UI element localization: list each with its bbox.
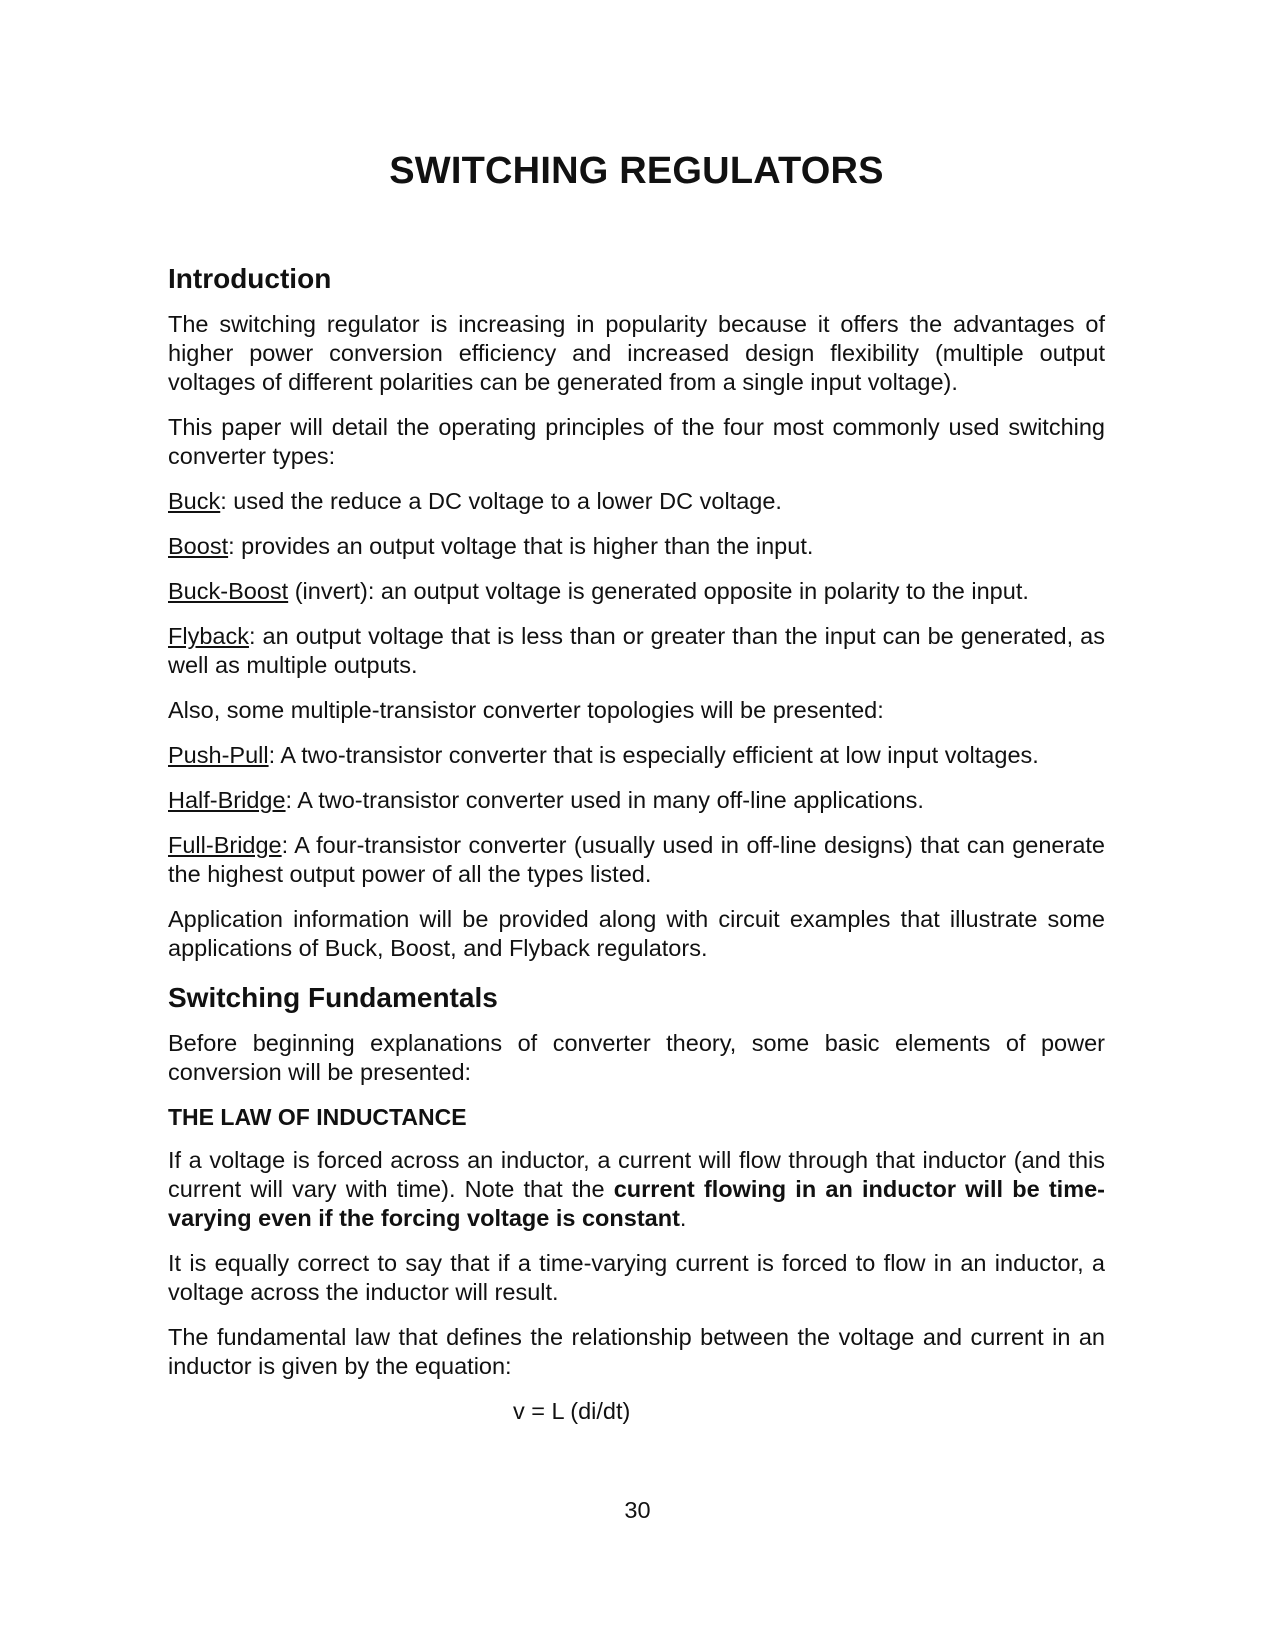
emphasis-text: current flowing in an inductor will be time-varying even if the forcing voltage is constant (168, 1176, 1105, 1231)
fundamentals-heading: Switching Fundamentals (168, 982, 498, 1013)
fundamentals-paragraph-4: The fundamental law that defines the relationship between the voltage and current in an inductor is given by the equation: (168, 1324, 1105, 1379)
paragraph-text: . (679, 1205, 687, 1231)
page-number: 30 (624, 1497, 651, 1523)
topology-desc: : A four-transistor converter (usually used in off-line designs) that can generate the highest output power of all the types listed. (168, 832, 1105, 887)
inductance-equation: v = L (di/dt) (513, 1398, 631, 1424)
type-term: Buck (168, 488, 221, 514)
type-flyback (168, 622, 1105, 680)
fundamentals-paragraph-1: Before beginning explanations of converter theory, some basic elements of power conversion will be presented: (168, 1030, 1105, 1085)
topology-term: Push-Pull (168, 742, 269, 768)
intro-paragraph-4: Application information will be provided along with circuit examples that illustrate some applications of Buck, Boost, and Flyback regulators. (168, 906, 1105, 961)
page-title: SWITCHING REGULATORS (389, 150, 884, 192)
intro-paragraph-1: The switching regulator is increasing in popularity because it offers the advantages of higher power conversion efficiency and increased design flexibility (multiple output voltages of different polarities can be generated from a single input voltage). (168, 311, 1105, 395)
type-desc: : an output voltage that is less than or greater than the input can be generated, as well as multiple outputs. (168, 623, 1105, 678)
topology-push-pull (168, 741, 1105, 770)
type-boost (168, 532, 1105, 561)
topology-term: Half-Bridge (168, 787, 286, 813)
topology-desc: : A two-transistor converter used in many off-line applications. (285, 787, 924, 813)
type-desc: : provides an output voltage that is higher than the input. (228, 533, 814, 559)
type-term: Buck-Boost (168, 578, 289, 604)
document-body (168, 262, 1105, 1442)
type-desc: : used the reduce a DC voltage to a lower DC voltage. (220, 488, 782, 514)
topology-term: Full-Bridge (168, 832, 282, 858)
paragraph-text: If a voltage is forced across an inductor, a current will flow through that inductor (and this current will vary with time). Note that the (168, 1147, 1105, 1202)
topology-half-bridge (168, 786, 1105, 815)
intro-paragraph-2: This paper will detail the operating principles of the four most commonly used switching converter types: (168, 414, 1105, 469)
type-desc: (invert): an output voltage is generated opposite in polarity to the input. (288, 578, 1029, 604)
type-term: Boost (168, 533, 229, 559)
topology-full-bridge (168, 831, 1105, 889)
fundamentals-paragraph-3: It is equally correct to say that if a time-varying current is forced to flow in an inductor, a voltage across the inductor will result. (168, 1250, 1105, 1305)
intro-paragraph-3: Also, some multiple-transistor converter topologies will be presented: (168, 697, 884, 723)
intro-heading: Introduction (168, 263, 332, 294)
type-buck (168, 487, 1105, 516)
type-term: Flyback (168, 623, 249, 649)
type-buck-boost (168, 577, 1105, 606)
law-of-inductance-heading: THE LAW OF INDUCTANCE (168, 1104, 467, 1130)
fundamentals-paragraph-2 (168, 1146, 1105, 1233)
topology-desc: : A two-transistor converter that is especially efficient at low input voltages. (268, 742, 1039, 768)
